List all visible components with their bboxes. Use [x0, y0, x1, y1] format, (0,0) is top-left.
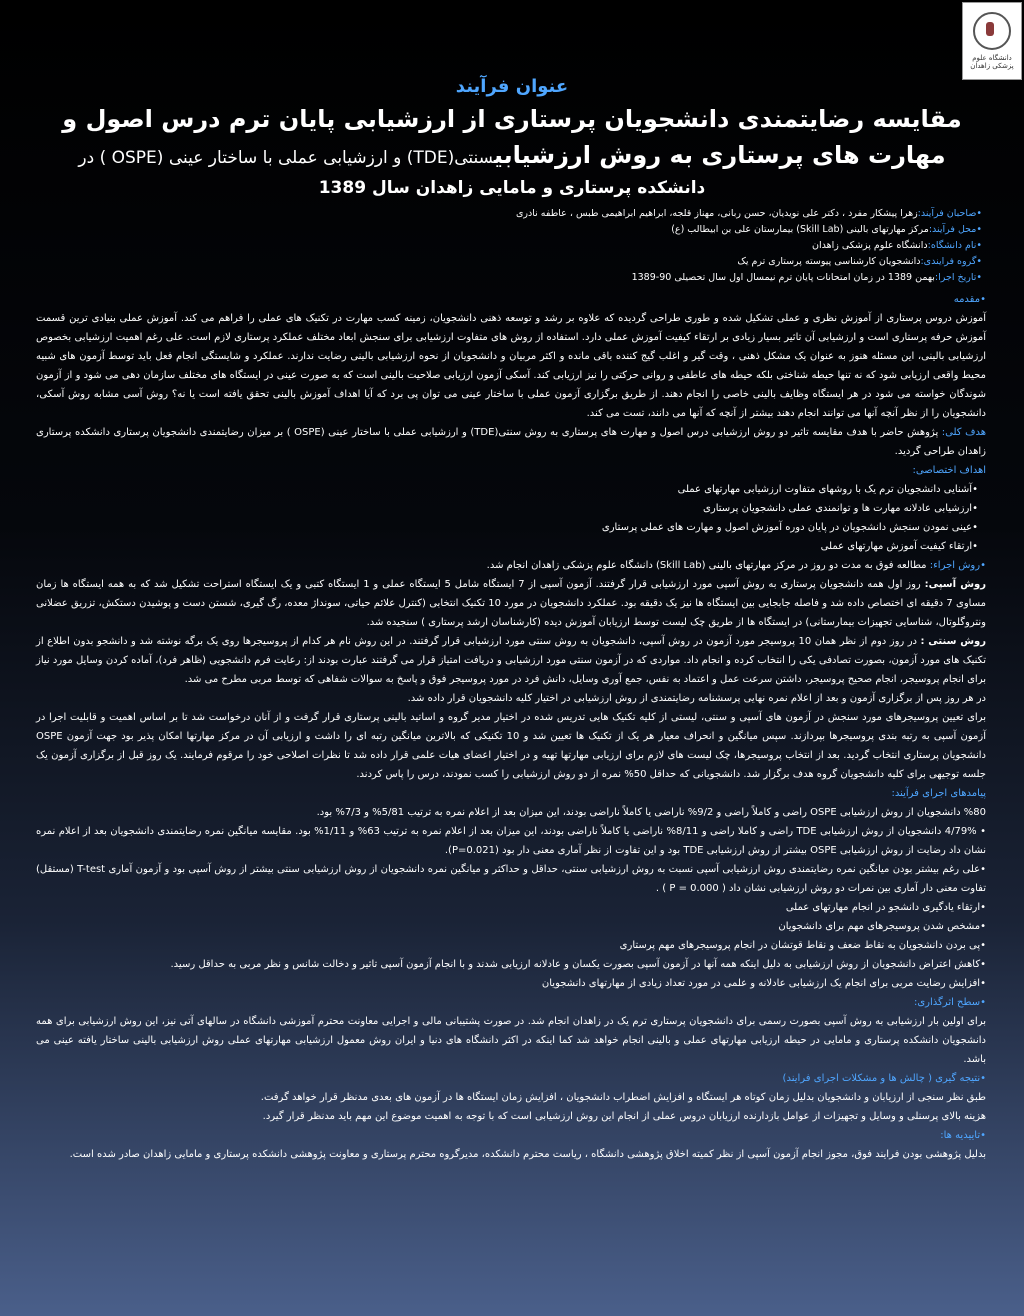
meta-row [282, 206, 982, 222]
title-line-2b: سنتی(TDE) و ارزشیابی عملی با ساختار عینی (OSPE ) در [78, 148, 494, 168]
goal-label: هدف کلی: [941, 427, 986, 438]
result-item: • 4/79% دانشجویان از روش ارزشیابی TDE راضی و کاملا راضی و 8/11% ناراضی یا کاملاً ناراضی بودند، این میزان بعد از اعلام نمره به ترتیب 63% و 1/11% بود. مقایسه میانگین نمره رضایتمندی دانشجویان بعد از اعلام نمره نشان داد رضایت از روش ارزشیابی OSPE بیشتر از روش ارزشیابی TDE بود و این تفاوت از نظر آماری معنی دار بود (P=0.021). [36, 826, 986, 856]
trad-paragraph [36, 632, 986, 689]
meta-row [282, 254, 982, 270]
result-item: •پی بردن دانشجویان به نقاط ضعف و نقاط قوتشان در انجام پروسیجرهای مهم پرستاری [619, 940, 986, 951]
seal-icon [973, 12, 1011, 50]
objectives-heading: اهداف اختصاصی: [912, 465, 986, 476]
method-label: •روش اجراء: [929, 560, 986, 571]
paragraph-2: برای تعیین پروسیجرهای مورد سنجش در آزمون های آسپی و سنتی، لیستی از کلیه تکنیک هایی تدریس شده در اختیار مدیر گروه و اساتید بالینی پرستاری قرار گرفت و از آنان درخواست شد تا بر اساس اهمیت و قابلیت اجرا در آزمون آسپی به رتبه بندی پروسیجرها بپردازند. سپس میانگین و انحراف معیار هر یک از تکنیک ها تعیین شد و 10 تکنیکی که بالاترین میانگین رتبه ای را داشت و ارزیابی آن در مرکز مهارتها امکان پذیر بود جهت آزمون OSPE دانشجویان پرستاری انتخاب گردید. بعد از انتخاب پروسیجرها، چک لیست های لازم برای ارزیابی مهارتها تهیه و در اختیار اعضای هیات علمی قرار داده شد تا نظرات اصلاحی خود را مرقوم فرمایند. یک روز قبل از برگزاری آزمون یک جلسه توجیهی برای کلیه دانشجویان گروه هدف برگزار شد. دانشجویانی که حداقل 50% نمره از دو روش ارزشیابی را کسب نمودند، درس را پاس کردند. [36, 712, 986, 780]
paragraph-1: در هر روز پس از برگزاری آزمون و بعد از اعلام نمره نهایی پرسشنامه رضایتمندی از روش ارزشیابی در اختیار کلیه دانشجویان قرار داده شد. [407, 693, 986, 704]
result-item: •کاهش اعتراض دانشجویان از روش ارزشیابی به دلیل اینکه همه آنها در آزمون آسپی بصورت یکسان و عادلانه ارزیابی شدند و با انجام آزمون آسپی تاثیر و دخالت شانس و نظر مربی به حداقل رسید. [170, 959, 986, 970]
university-logo [962, 2, 1022, 80]
trad-label: روش سنتی : [920, 636, 986, 647]
body-content [36, 290, 986, 1164]
meta-label: •تاریخ اجرا: [934, 272, 982, 283]
meta-label: •نام دانشگاه: [927, 240, 982, 251]
header [20, 76, 1004, 198]
meta-row [282, 270, 982, 286]
conclusion-item: طبق نظر سنجی از ارزیابان و دانشجویان بدلیل زمان کوتاه هر ایستگاه و افزایش اضطراب دانشجویان ، افزایش زمان ایستگاه ها در آزمون های بعدی مدنظر قرار خواهد گرفت. [260, 1092, 986, 1103]
title-line-2a: مهارت های پرستاری به روش ارزشیابی [493, 141, 946, 169]
level-heading: •سطح اثرگذاری: [913, 997, 986, 1008]
method-text: مطالعه فوق به مدت دو روز در مرکز مهارتهای بالینی (Skill Lab) دانشگاه علوم پزشکی زاهدان انجام شد. [486, 560, 930, 571]
ospe-text: روز اول همه دانشجویان پرستاری به روش آسپی مورد ارزشیابی قرار گرفتند. آزمون آسپی از 7 ایستگاه شامل 5 ایستگاه عملی و 1 ایستگاه کتبی و یک ایستگاه استراحت تشکیل شد که به همه ایستگاه ها زمان مساوی 7 دقیقه ای اختصاص داده شد و فاصله جابجایی بین ایستگاه ها نیز یک دقیقه بود. عملکرد دانشجویان در مورد 10 تکنیک انتخابی (کنترل علائم حیاتی، سونداژ معده، رگ گیری، شستن دست و پوشیدن دستکش، تزریق عضلانی ونتروگلوتال، شناسایی تجهیزات بیمارستانی) در ایستگاه ها از طریق چک لیست توسط ارزیابان آموزش دیده (کارشناسان ارشد پرستاری ) سنجیده شد. [36, 579, 986, 628]
objective-item: •ارزشیابی عادلانه مهارت ها و توانمندی عملی دانشجویان پرستاری [703, 503, 978, 514]
result-item: •افزایش رضایت مربی برای انجام یک ارزشیابی عادلانه و علمی در مورد تعداد زیادی از مهارتهای دانشجویان [541, 978, 986, 989]
meta-row [282, 238, 982, 254]
result-item: •علی رغم بیشتر بودن میانگین نمره رضایتمندی روش ارزشیابی آسپی نسبت به روش ارزشیابی سنتی، حداقل و حداکثر و میانگین نمره دانشجویان از روش ارزشیابی سنتی بیشتر از روش آسپی بود و آزمون آماری T-test (مستقل) تفاوت معنی دار آماری بین نمرات دو روش ارزشیابی نشان داد ( P = 0.000 ) . [36, 864, 986, 894]
conclusion-heading: •نتیجه گیری ( چالش ها و مشکلات اجرای فرایند) [782, 1073, 986, 1084]
trad-text: در روز دوم از نظر همان 10 پروسیجر مورد آزمون در روش آسپی، دانشجویان به روش سنتی مورد ارزشیابی قرار گرفتند. در این روش نام هر کدام از پروسیجرها روی یک برگه نوشته شد و دانشجو بدون اطلاع از تکنیک های مورد آزمون، بصورت تصادفی یکی را انتخاب کرده و انجام داد. مواردی که در آزمون سنتی مورد ارزشیابی و دریافت امتیاز قرار می گرفتند عبارت بودند از: رعایت فرم دانشجویی (ظاهر فرد)، آماده کردن وسایل مورد نیاز برای انجام پروسیجر، انجام صحیح پروسیجر، داشتن سرعت عمل و اعتماد به نفس، جمع آوری وسایل، دانش فرد در مورد پروسیجر فوق و پاسخ به سوالات شفاهی که توسط مربی مطرح می شد. [36, 636, 986, 685]
meta-value: دانشجویان کارشناسی پیوسته پرستاری ترم یک [737, 256, 921, 267]
ospe-paragraph [36, 575, 986, 632]
result-item: •ارتقاء یادگیری دانشجو در انجام مهارتهای عملی [785, 902, 986, 913]
method-paragraph [36, 556, 986, 575]
meta-label: •صاحبان فرآیند: [917, 208, 982, 219]
ospe-label: روش آسپی: [924, 579, 987, 590]
meta-value: دانشگاه علوم پزشکی زاهدان [812, 240, 928, 251]
conclusion-item: هزینه بالای پرسنلی و وسایل و تجهیزات از عوامل بازدارنده ارزیابان دروس عملی از انجام این روش ارزشیابی است که با توجه به اهمیت موضوع این مهم باید مدنظر قرار گیرد. [262, 1111, 986, 1122]
objective-item: •عینی نمودن سنجش دانشجویان در پایان دوره آموزش اصول و مهارت های عملی پرستاری [601, 522, 978, 533]
objective-item: •ارتقاء کیفیت آموزش مهارتهای عملی [820, 541, 978, 552]
meta-label: •محل فرآیند: [928, 224, 982, 235]
ack-text: بدلیل پژوهشی بودن فرایند فوق، مجوز انجام آزمون آسپی از نظر کمیته اخلاق پژوهشی دانشگاه ، ریاست محترم دانشکده، مدیرگروه محترم پرستاری و معاونت پژوهشی دانشکده پرستاری و مامایی زاهدان صادر شده است. [69, 1149, 986, 1160]
ack-heading: •تاییدیه ها: [940, 1130, 986, 1141]
meta-row [282, 222, 982, 238]
intro-heading: •مقدمه [953, 294, 986, 305]
process-subtitle: عنوان فرآیند [455, 76, 569, 97]
intro-text: آموزش دروس پرستاری از آموزش نظری و عملی تشکیل شده و طوری طراحی گردیده که علاوه بر رشد و توسعه ذهنی دانشجویان، زمینه کسب مهارت در تکنیک های عملی را فراهم می کند. آموزش عملی بنیادی ترین قسمت آموزش حرفه پرستاری است و ارزشیابی آن تاثیر بسیار زیادی بر ارتقاء کیفیت آموزش عملی دارد. استفاده از روش های متفاوت ارزشیابی برای سنجش ابعاد مختلف عملکرد پرستاری لازم است. علی رغم اهمیت ارزشیابی بخصوص ارزشیابی بالینی، این مسئله هنوز به عنوان یک مشکل ذهنی ، وقت گیر و اغلب گیج کننده باقی مانده و اکثر مربیان و دانشجویان از نحوه ارزشیابی بالینی رضایت ندارند. عملکرد و شایستگی انجام فعل باید توسط آزمون های شبیه محیط واقعی ارزیابی شود که نه تنها حیطه شناختی بلکه حیطه های عاطفی و روانی حرکتی را نیز ارزیابی کند. آسکی آزمون ارزیابی صلاحیت بالینی است که به صورت عینی در ایستگاه های مختلف سازمان دهی می شود و از آزمون شوندگان خواسته می شود در هر ایستگاه وظایف بالینی خاصی را انجام دهند. از طریق برگزاری آزمون عملی با ساختار عینی می توان پی برد که آیا اهداف آموزش بالینی تحقق یافته است یا نه؟ روش آسی مشابه روش آسکی، دانشجویان را از نظر آنچه آنها می توانند انجام دهند بیشتر از آنچه که آنها می دانند، تست می کند. [36, 313, 986, 419]
meta-label: •گروه فرایندی: [920, 256, 982, 267]
title-line-1: مقایسه رضایتمندی دانشجویان پرستاری از ارزشیابی پایان ترم درس اصول و [62, 105, 962, 133]
result-item: •مشخص شدن پروسیجرهای مهم برای دانشجویان [778, 921, 986, 932]
level-text: برای اولین بار ارزشیابی به روش آسپی بصورت رسمی برای دانشجویان پرستاری ترم یک در زاهدان انجام شد. در صورت پشتیبانی مالی و اجرایی معاونت محترم آموزشی دانشگاه در سالهای آتی نیز، این روش ارزشیابی برای همه دانشجویان دانشکده پرستاری و مامایی در حیطه ارزیابی مهارتهای عملی و بالینی انجام خواهد شد کما اینکه در اکثر دانشگاه های دنیا و ایران روش معمول ارزشیابی مهارتهای عملی روش ارزشیابی بالینی ساختار یافته عینی می باشد. [36, 1016, 986, 1065]
meta-value: زهرا پیشکار مفرد ، دکتر علی نویدیان، حسن ربانی، مهناز قلجه، ابراهیم ابراهیمی طبس ، عاطفه نادری [516, 208, 918, 219]
goal-text: پژوهش حاضر با هدف مقایسه تاثیر دو روش ارزشیابی درس اصول و مهارت های پرستاری به روش سنتی(TDE) و ارزشیابی عملی با ساختار عینی (OSPE ) بر میزان رضایتمندی دانشجویان پرستاری دانشکده پرستاری زاهدان طراحی گردید. [36, 427, 986, 457]
results-heading: پیامدهای اجرای فرآیند: [891, 788, 986, 799]
meta-value: مرکز مهارتهای بالینی (Skill Lab) بیمارستان علی بن ابیطالب (ع) [671, 224, 929, 235]
page-title [20, 101, 1004, 176]
result-item: %80 دانشجویان از روش ارزشیابی OSPE راضی و کاملاً راضی و 9/2% ناراضی یا کاملاً ناراضی بودند، این میزان بعد از اعلام نمره به ترتیب 5/81% و 7/3% بود. [316, 807, 986, 818]
meta-block [282, 206, 982, 286]
logo-text: دانشگاه علوم پزشکی زاهدان [970, 54, 1014, 70]
title-line-3: دانشکده پرستاری و مامایی زاهدان سال 1389 [318, 178, 706, 198]
meta-value: بهمن 1389 در زمان امتحانات پایان ترم نیمسال اول سال تحصیلی 90-1389 [631, 272, 935, 283]
goal-paragraph [36, 423, 986, 461]
objective-item: •آشنایی دانشجویان ترم یک با روشهای متفاوت ارزشیابی مهارتهای عملی [677, 484, 978, 495]
